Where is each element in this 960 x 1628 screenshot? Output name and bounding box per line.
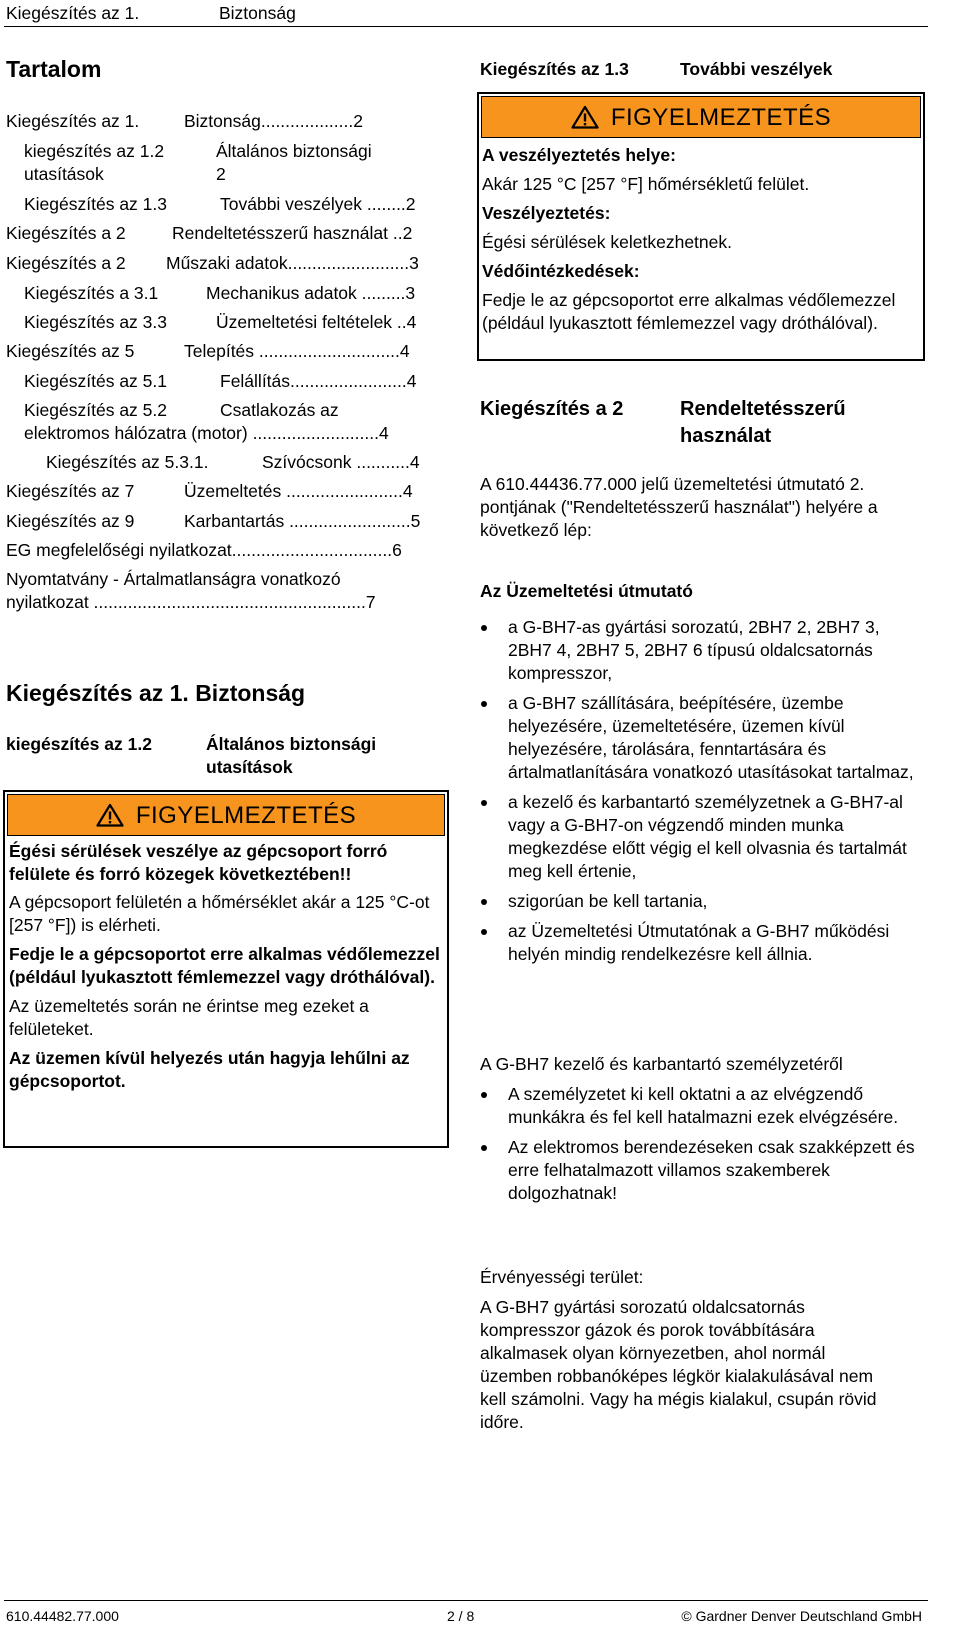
scope-paragraph: A G-BH7 gyártási sorozatú oldalcsatornás kompresszor gázok és porok továbbítására alkalmasek olyan környezetben, ahol normál üzemben robbanóképes légkör kialakulásával nem kell számolni. Vagy ha mégis kialakul, csupán rövid időre. bbox=[480, 1297, 877, 1432]
warning-label: FIGYELMEZTETÉS bbox=[135, 801, 357, 829]
footer-rule bbox=[4, 1600, 928, 1601]
warning-paragraph: Az üzemeltetés során ne érintse meg ezeket a felületeket. bbox=[9, 996, 369, 1039]
warning-box bbox=[3, 790, 449, 1148]
warning-label: FIGYELMEZTETÉS bbox=[610, 103, 832, 131]
toc-entry: nyilatkozat ........................................................7 bbox=[6, 592, 376, 612]
footer-copyright: © Gardner Denver Deutschland GmbH bbox=[681, 1608, 922, 1624]
hazard-text: Égési sérülések keletkezhetnek. bbox=[482, 232, 732, 252]
footer-doc-number: 610.44482.77.000 bbox=[6, 1608, 119, 1624]
toc-entry[interactable]: Kiegészítés az 5.1 Felállítás........................4 bbox=[24, 371, 417, 391]
subsection-number: kiegészítés az 1.2 bbox=[6, 734, 152, 754]
header-title: Biztonság bbox=[219, 3, 296, 23]
subsection-title: Általános biztonsági utasítások bbox=[206, 734, 377, 777]
intro-paragraph: A 610.44436.77.000 jelű üzemeltetési útmutató 2. pontjának ("Rendeltetésszerű használat") helyére a következő lép: bbox=[480, 474, 878, 540]
toc-entry[interactable]: Nyomtatvány - Ártalmatlanságra vonatkozó bbox=[6, 569, 341, 589]
toc-entry[interactable]: Kiegészítés az 5.3.1. Szívócsonk ...........4 bbox=[46, 452, 420, 472]
toc-entry: elektromos hálózatra (motor) ..........................4 bbox=[24, 423, 389, 443]
warning-box bbox=[477, 92, 925, 361]
toc-entry[interactable]: kiegészítés az 1.2 Általános biztonsági bbox=[24, 141, 372, 161]
staff-heading: A G-BH7 kezelő és karbantartó személyzetéről bbox=[480, 1054, 843, 1074]
measures-text: Fedje le az gépcsoportot erre alkalmas védőlemezzel (például lyukasztott fémlemezzel vagy dróthálóval). bbox=[482, 290, 896, 333]
hazard-label: Veszélyeztetés: bbox=[482, 203, 611, 223]
list-item: szigorúan be kell tartania, bbox=[478, 890, 928, 913]
toc-entry[interactable]: Kiegészítés az 7 Üzemeltetés ........................4 bbox=[6, 481, 413, 501]
warning-header bbox=[481, 96, 921, 138]
list-item: az Üzemeltetési Útmutatónak a G-BH7 működési helyén mindig rendelkezésre kell állnia. bbox=[478, 920, 928, 966]
warning-body bbox=[482, 144, 917, 335]
manual-heading: Az Üzemeltetési útmutató bbox=[480, 581, 693, 601]
hazard-location-label: A veszélyeztetés helye: bbox=[482, 145, 676, 165]
staff-bullet-list bbox=[478, 1083, 928, 1212]
toc-entry[interactable]: Kiegészítés az 1.3 További veszélyek ........2 bbox=[24, 194, 416, 214]
toc-entry[interactable]: Kiegészítés az 3.3 Üzemeltetési feltételek ..4 bbox=[24, 312, 417, 332]
warning-triangle-icon bbox=[96, 803, 124, 827]
section-heading: Kiegészítés az 1. Biztonság bbox=[6, 680, 306, 706]
toc-entry[interactable]: EG megfelelőségi nyilatkozat.................................6 bbox=[6, 540, 402, 560]
footer-page-number: 2 / 8 bbox=[447, 1608, 475, 1624]
warning-body bbox=[9, 840, 441, 1093]
scope-heading: Érvényességi terület: bbox=[480, 1267, 644, 1287]
list-item: a kezelő és karbantartó személyzetnek a G-BH7-al vagy a G-BH7-on végzendő minden munka megkezdése előtt végig el kell olvasnia és tartalmát meg kell értenie, bbox=[478, 791, 928, 883]
toc-title: Tartalom bbox=[6, 56, 102, 82]
toc-entry[interactable]: Kiegészítés az 9 Karbantartás .........................5 bbox=[6, 511, 421, 531]
warning-triangle-icon bbox=[571, 105, 599, 129]
subsection-title: További veszélyek bbox=[680, 59, 833, 79]
toc-entry[interactable]: Kiegészítés a 2 Rendeltetésszerű használat ..2 bbox=[6, 223, 413, 243]
toc-entry[interactable]: Kiegészítés a 3.1 Mechanikus adatok .........3 bbox=[24, 283, 416, 303]
toc-entry: utasítások 2 bbox=[24, 164, 226, 184]
warning-header bbox=[7, 794, 445, 836]
hazard-location-text: Akár 125 °C [257 °F] hőmérsékletű felület. bbox=[482, 174, 810, 194]
list-item: a G-BH7-as gyártási sorozatú, 2BH7 2, 2BH7 3, 2BH7 4, 2BH7 5, 2BH7 6 típusú oldalcsatornás kompresszor, bbox=[478, 616, 928, 685]
measures-label: Védőintézkedések: bbox=[482, 261, 640, 281]
section-title: Rendeltetésszerű használat bbox=[680, 398, 846, 447]
warning-paragraph: Égési sérülések veszélye az gépcsoport forró felülete és forró közegek következtében!! bbox=[9, 841, 388, 884]
list-item: A személyzetet ki kell oktatni a az elvégzendő munkákra és fel kell hatalmazni ezek elvégzésére. bbox=[478, 1083, 928, 1129]
section-number: Kiegészítés a 2 bbox=[480, 398, 624, 420]
warning-paragraph: Fedje le a gépcsoportot erre alkalmas védőlemezzel (például lyukasztott fémlemezzel vagy dróthálóval). bbox=[9, 944, 440, 987]
list-item: Az elektromos berendezéseken csak szakképzett és erre felhatalmazott villamos szakemberek dolgozhatnak! bbox=[478, 1136, 928, 1205]
warning-paragraph: A gépcsoport felületén a hőmérséklet akár a 125 °C-ot [257 °F]) is elérheti. bbox=[9, 892, 430, 935]
header-number: Kiegészítés az 1. bbox=[6, 3, 140, 23]
header-rule bbox=[4, 26, 928, 27]
subsection-number: Kiegészítés az 1.3 bbox=[480, 59, 629, 79]
toc-entry[interactable]: Kiegészítés a 2 Műszaki adatok.........................3 bbox=[6, 253, 419, 273]
toc-entry[interactable]: Kiegészítés az 1. Biztonság...................2 bbox=[6, 111, 363, 131]
toc-entry[interactable]: Kiegészítés az 5.2 Csatlakozás az bbox=[24, 400, 339, 420]
warning-paragraph: Az üzemen kívül helyezés után hagyja lehűlni az gépcsoportot. bbox=[9, 1048, 410, 1091]
list-item: a G-BH7 szállítására, beépítésére, üzembe helyezésére, üzemeltetésére, üzemen kívül helyezésére, tárolására, fenntartására és ártalmatlanítására vonatkozó utasításokat tartalmaz, bbox=[478, 692, 928, 784]
page-header bbox=[6, 2, 926, 25]
toc-entry[interactable]: Kiegészítés az 5 Telepítés .............................4 bbox=[6, 341, 410, 361]
manual-bullet-list bbox=[478, 616, 928, 973]
